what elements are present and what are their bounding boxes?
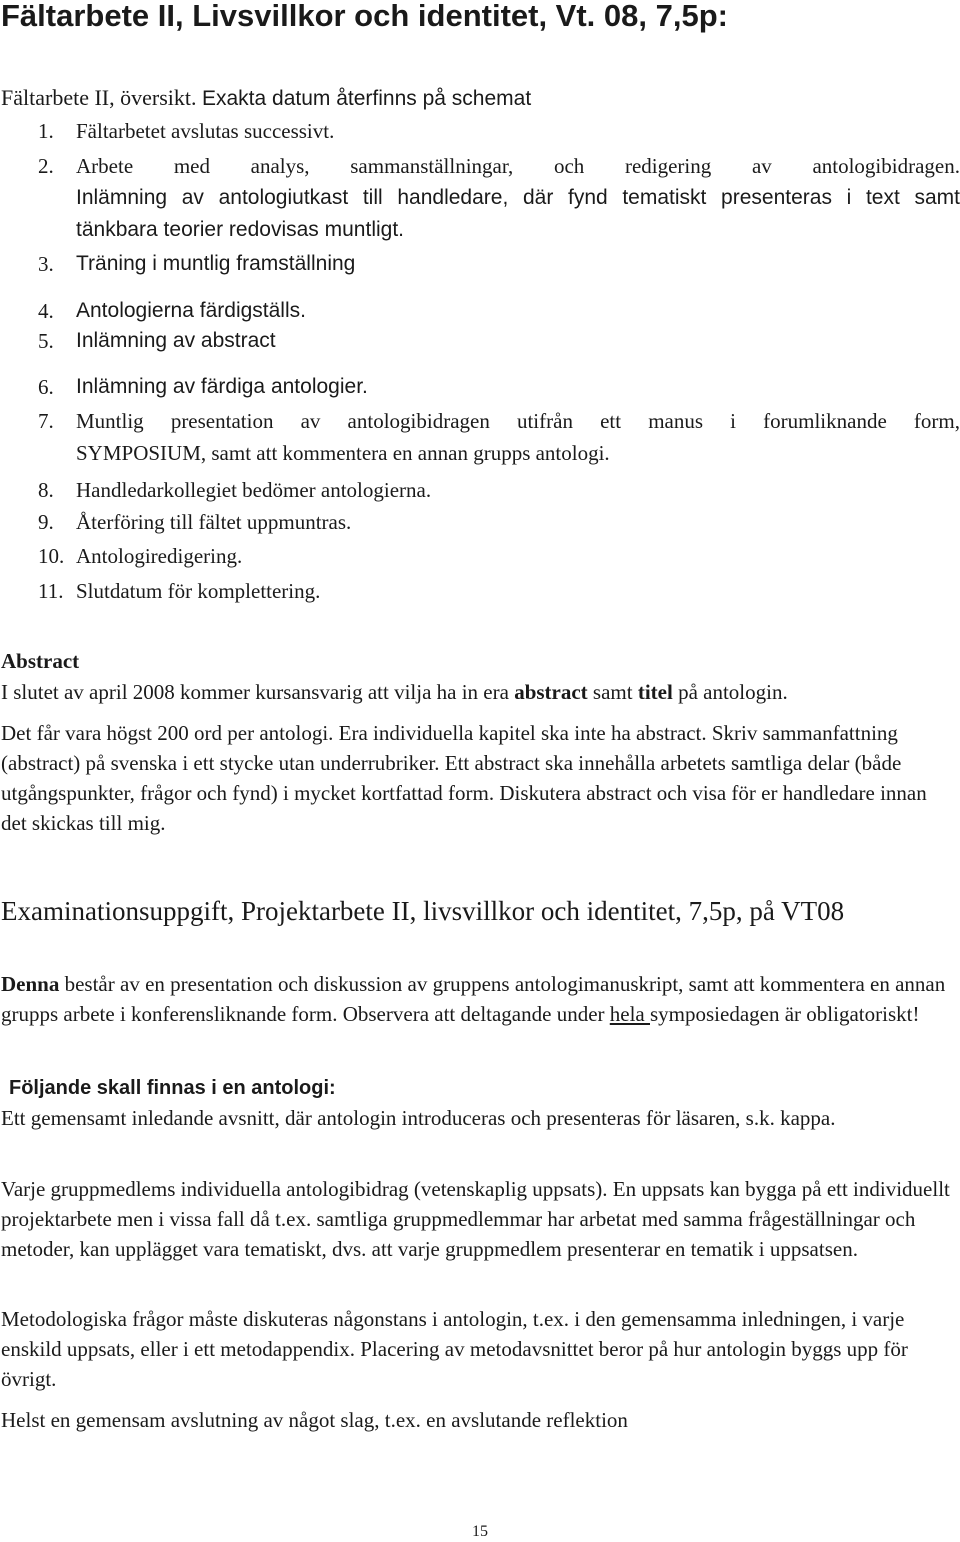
list-item-number: 5. <box>38 329 54 353</box>
list-item-text <box>76 150 960 246</box>
list-item-number: 10. <box>38 544 65 568</box>
antology-requirements-heading: Följande skall finnas i en antologi: <box>9 1077 336 1099</box>
exam-paragraph-1 <box>1 969 957 1029</box>
list-item-text: Inlämning av färdiga antologier. <box>76 375 368 398</box>
bold-term: Denna <box>1 972 60 996</box>
text-run: I slutet av april 2008 kommer kursansvarig att vilja ha in era <box>1 680 515 704</box>
list-item-number: 9. <box>38 510 54 534</box>
bold-term: titel <box>637 680 673 704</box>
abstract-paragraph-1 <box>1 677 957 707</box>
exam-paragraph-2: Ett gemensamt inledande avsnitt, där antologin introduceras och presenteras för läsaren, s.k. kappa. <box>1 1106 836 1130</box>
list-item-text: Handledarkollegiet bedömer antologierna. <box>76 478 432 502</box>
list-item-number: 4. <box>38 299 54 323</box>
overview-line <box>1 84 531 113</box>
list-item-number: 1. <box>38 119 54 143</box>
list-item-text: Träning i muntlig framställning <box>76 252 356 275</box>
abstract-heading: Abstract <box>1 649 80 673</box>
text-run: symposiedagen är obligatoriskt! <box>650 1002 920 1026</box>
list-item-number: 11. <box>38 579 64 603</box>
page-title: Fältarbete II, Livsvillkor och identitet, Vt. 08, 7,5p: <box>1 0 728 33</box>
overview-label: Fältarbete II, översikt. <box>1 85 197 110</box>
abstract-paragraph-2: Det får vara högst 200 ord per antologi. Era individuella kapitel ska inte ha abstract. Skriv sammanfattning (abstract) på svenska i ett stycke utan underrubriker. Ett abstract ska innehålla arbetets samtliga delar (både utgångspunkter, frågor och fynd) i mycket kortfattad form. Diskutera abstract och visa för er handledare innan det skickas till mig. <box>1 721 927 835</box>
list-item-number: 3. <box>38 252 54 276</box>
exam-paragraph-4: Metodologiska frågor måste diskuteras någonstans i antologin, t.ex. i den gemensamma inledningen, i varje enskild uppsats, eller i ett metodappendix. Placering av metodavsnittet beror på hur antologin byggs upp för övrigt. <box>1 1307 908 1391</box>
text-run: består av en presentation och diskussion av gruppens antologimanuskript, samt att kommentera en annan grupps arbete i konferensliknande form. Observera att deltagande under <box>1 972 946 1026</box>
list-item-line: SYMPOSIUM, samt att kommentera en annan grupps antologi. <box>76 441 610 465</box>
list-item-line: Inlämning av antologiutkast till handledare, där fynd tematiskt presenteras i text samt <box>76 186 960 209</box>
overview-note: Exakta datum återfinns på schemat <box>202 87 532 110</box>
list-item-text: Fältarbetet avslutas successivt. <box>76 119 335 143</box>
exam-paragraph-5: Helst en gemensam avslutning av något slag, t.ex. en avslutande reflektion <box>1 1408 628 1432</box>
list-item-text: Återföring till fältet uppmuntras. <box>76 510 352 534</box>
list-item-line: Arbete med analys, sammanställningar, och redigering av antologibidragen. <box>76 154 960 178</box>
list-item-number: 6. <box>38 375 54 399</box>
text-run: samt <box>587 680 638 704</box>
list-item-text: Antologiredigering. <box>76 544 243 568</box>
list-item-number: 7. <box>38 409 54 433</box>
exam-title: Examinationsuppgift, Projektarbete II, livsvillkor och identitet, 7,5p, på VT08 <box>1 896 845 926</box>
exam-paragraph-3: Varje gruppmedlems individuella antologibidrag (vetenskaplig uppsats). En uppsats kan bygga på ett individuellt projektarbete men i vissa fall då t.ex. samtliga gruppmedlemmar har arbetat med samma frågeställningar och metoder, kan upplägget vara tematiskt, dvs. att varje gruppmedlem presenterar en tematik i uppsatsen. <box>1 1177 950 1261</box>
list-item-number: 8. <box>38 478 54 502</box>
bold-term: abstract <box>514 680 588 704</box>
underlined-term: hela <box>609 1002 650 1026</box>
text-run: på antologin. <box>672 680 788 704</box>
page-number: 15 <box>472 1523 488 1540</box>
list-item-text: Antologierna färdigställs. <box>76 299 306 322</box>
list-item-line: tänkbara teorier redovisas muntligt. <box>76 218 404 241</box>
list-item-text <box>76 405 960 469</box>
list-item-text: Inlämning av abstract <box>76 329 276 352</box>
list-item-text: Slutdatum för komplettering. <box>76 579 321 603</box>
list-item-line: Muntlig presentation av antologibidragen utifrån ett manus i forumliknande form, <box>76 409 960 433</box>
list-item-number: 2. <box>38 154 54 178</box>
